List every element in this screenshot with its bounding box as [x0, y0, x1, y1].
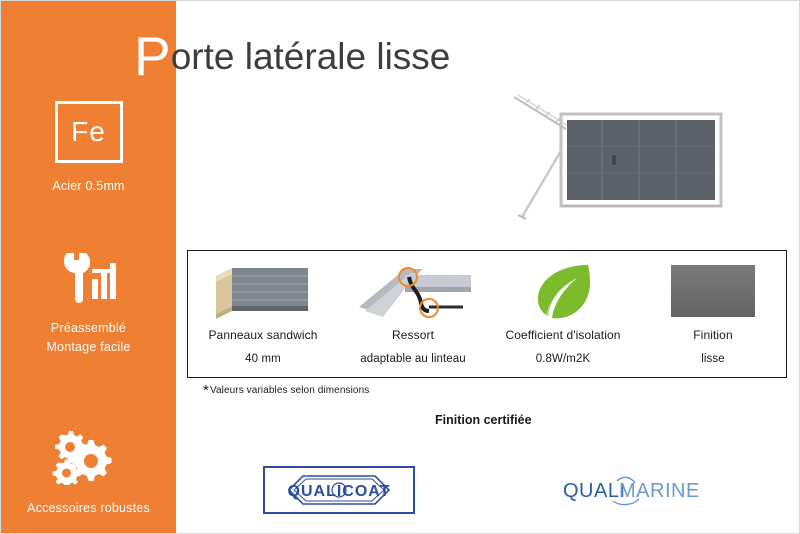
feature-sub-2: adaptable au linteau [360, 353, 466, 365]
sidebar-item-label-easy-mount: Montage facile [46, 340, 131, 354]
page-title [134, 25, 451, 87]
page-title-rest: orte latérale lisse [170, 36, 451, 77]
fe-symbol-label: Fe [71, 116, 106, 147]
garage-side-door-photo [506, 89, 731, 229]
feature-title-2: Ressort [391, 328, 435, 342]
qualimarine-logo [561, 471, 706, 507]
feature-ressort [338, 251, 488, 379]
green-leaf-icon [488, 258, 638, 324]
feature-title-1: Panneaux sandwich [208, 328, 318, 342]
feature-title-3: Coefficient d'isolation [505, 328, 621, 342]
finish-color-swatch [638, 258, 788, 324]
sandwich-panel-illustration [188, 258, 338, 324]
footnote [203, 382, 369, 399]
page-title-capital: P [134, 25, 171, 87]
feature-sub-1: 40 mm [245, 353, 281, 365]
feature-sub-3: 0.8W/m2K [535, 353, 591, 365]
feature-panneaux-sandwich [188, 251, 338, 379]
features-box [187, 250, 787, 378]
feature-finition [638, 251, 788, 379]
svg-text:MARINE: MARINE [619, 480, 700, 502]
fe-box-icon [55, 101, 123, 163]
footnote-asterisk: * [203, 382, 209, 399]
svg-text:QUALI: QUALI [563, 480, 626, 502]
spring-mechanism-photo [338, 258, 488, 324]
sidebar-item-steel [1, 101, 176, 196]
feature-sub-4: lisse [701, 353, 725, 365]
qualicoat-logo [263, 466, 415, 514]
feature-title-4: Finition [693, 328, 733, 342]
sidebar-item-label-preassembled: Préassemblé [50, 321, 127, 335]
sidebar-item-preassembled [1, 245, 176, 357]
wrench-tools-icon [1, 245, 176, 307]
gears-icon [1, 425, 176, 487]
sidebar-item-label-steel: Acier 0.5mm [52, 179, 125, 193]
finish-swatch-rect [671, 265, 755, 317]
sidebar-item-label-accessories: Accessoires robustes [27, 501, 150, 515]
feature-coefficient-isolation [488, 251, 638, 379]
sidebar-item-accessories [1, 425, 176, 518]
certified-label: Finition certifiée [435, 413, 532, 427]
footnote-text: Valeurs variables selon dimensions [209, 385, 370, 396]
svg-text:QUALICOAT: QUALICOAT [287, 483, 391, 500]
